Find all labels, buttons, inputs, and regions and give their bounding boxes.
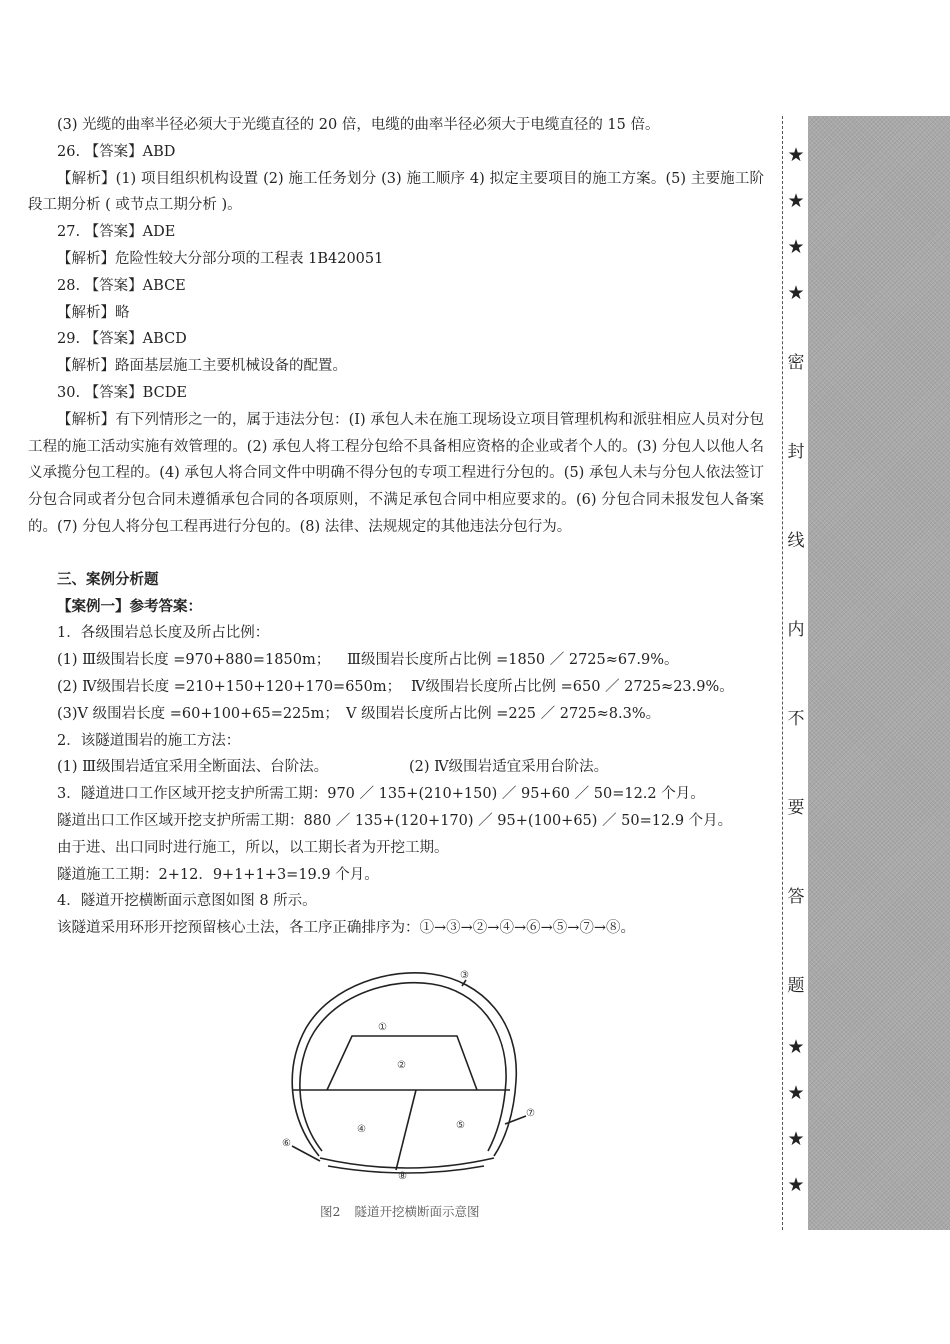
figure-label: ② (397, 1060, 406, 1071)
star-icon: ★ (787, 1082, 805, 1104)
middle-divider (396, 1090, 416, 1170)
result-ratio: Ⅲ级围岩长度所占比例 =1850 ／ 2725≈67.9%。 (347, 652, 679, 669)
method-item: (2) Ⅳ级围岩适宜采用台阶法。 (409, 759, 609, 776)
case-title: 【案例一】参考答案： (57, 598, 202, 615)
result-ratio: Ⅳ级围岩长度所占比例 =650 ／ 2725≈23.9%。 (411, 678, 734, 695)
method-item: (1) Ⅲ级围岩适宜采用全断面法、台阶法。 (57, 759, 329, 776)
figure-label: ⑥ (282, 1138, 291, 1149)
star-icon: ★ (787, 282, 805, 304)
answer-line: 30. 【答案】BCDE (57, 384, 187, 401)
answer-line: 隧道施工工期：2+12．9+1+1+3=19.9 个月。 (57, 866, 379, 883)
star-icon: ★ (787, 1174, 805, 1196)
answer-line: 【解析】略 (57, 304, 130, 321)
star-icon: ★ (787, 190, 805, 212)
analysis-paragraph: 【解析】(1) 项目组织机构设置 (2) 施工任务划分 (3) 施工顺序 4) 拟定主要项目的施工方案。(5) 主要施工阶段工期分析 ( 或节点工期分析 )。 (28, 170, 764, 214)
method-row (28, 754, 764, 781)
figure-title: 隧道开挖横断面示意图 (354, 1204, 480, 1219)
answer-line: (3) 光缆的曲率半径必须大于光缆直径的 20 倍，电缆的曲率半径必须大于电缆直径的 15 倍。 (57, 117, 660, 133)
question-line: 3．隧道进口工作区域开挖支护所需工期：970 ／ 135+(210+150) ／ 95+60 ／ 50=12.2 个月。 (57, 786, 705, 803)
figure-label: ⑦ (526, 1108, 535, 1119)
seal-char: 不 (787, 709, 805, 729)
question-line: 1．各级围岩总长度及所占比例： (57, 625, 270, 642)
star-icon: ★ (787, 236, 805, 258)
figure-label: ③ (460, 970, 469, 981)
leader-line (292, 1146, 320, 1161)
question-line: 2．该隧道围岩的施工方法： (57, 732, 241, 749)
binding-margin-band (808, 116, 950, 1230)
answer-content (28, 112, 764, 942)
answer-line: 【解析】危险性较大分部分项的工程表 1B420051 (57, 250, 384, 267)
seal-char: 答 (787, 887, 805, 907)
answer-line: 【解析】路面基层施工主要机械设备的配置。 (57, 358, 347, 375)
answer-line: 28. 【答案】ABCE (57, 277, 186, 294)
leader-line (505, 1116, 526, 1124)
answer-line: 由于进、出口同时进行施工，所以，以工期长者为开挖工期。 (57, 839, 449, 856)
result-length: (2) Ⅳ级围岩长度 =210+150+120+170=650m； (57, 678, 402, 695)
result-length: (3)Ⅴ 级围岩长度 =60+100+65=225m； (57, 705, 339, 722)
seal-dashed-line (782, 116, 783, 1230)
analysis-paragraph: 【解析】有下列情形之一的，属于违法分包：(I) 承包人未在施工现场设立项目管理机构和派驻相应人员对分包工程的施工活动实施有效管理的。(2) 承包人将工程分包给不具备相应资格的企业或者个人的。(3) 分包人以他人名义承揽分包工程的。(4) 承包人将合同文件中明确不得分包的专项工程进行分包的。(5) 承包人未与分包人依法签订分包合同或者分包合同未遵循承包合同的各项原则，不满足承包合同中相应要求的。(6) 分包合同未报发包人备案的。(7) 分包人将分包工程再进行分包的。(8) 法律、法规规定的其他违法分包行为。 (28, 411, 764, 535)
answer-line: 隧道出口工作区域开挖支护所需工期：880 ／ 135+(120+170) ／ 95+(100+65) ／ 50=12.9 个月。 (57, 812, 733, 829)
answer-line: 29. 【答案】ABCD (57, 331, 187, 348)
seal-char: 封 (787, 442, 805, 462)
result-row (28, 701, 764, 728)
question-line: 4．隧道开挖横断面示意图如图 8 所示。 (57, 893, 317, 910)
seal-char: 题 (787, 976, 805, 996)
result-row (28, 647, 764, 674)
star-icon: ★ (787, 1036, 805, 1058)
figure-caption (320, 1202, 479, 1220)
figure-label: ⑧ (398, 1171, 407, 1182)
invert-arc (320, 1158, 494, 1168)
answer-line: 27. 【答案】ADE (57, 224, 176, 241)
answer-line: 26. 【答案】ABD (57, 143, 176, 160)
figure-label: ④ (357, 1124, 366, 1135)
seal-char: 线 (787, 531, 805, 551)
answer-line: 该隧道采用环形开挖预留核心土法，各工序正确排序为：①→③→②→④→⑥→⑤→⑦→⑧。 (57, 920, 636, 937)
result-ratio: Ⅴ 级围岩长度所占比例 =225 ／ 2725≈8.3%。 (346, 705, 661, 722)
star-icon: ★ (787, 1128, 805, 1150)
figure-number: 图2 (320, 1204, 341, 1219)
seal-line-text (784, 116, 808, 1230)
seal-char: 要 (787, 798, 805, 818)
figure-label: ① (378, 1022, 387, 1033)
figure-label: ⑤ (456, 1120, 465, 1131)
result-row (28, 674, 764, 701)
result-length: (1) Ⅲ级围岩长度 =970+880=1850m； (57, 652, 331, 669)
tunnel-cross-section-diagram (282, 966, 542, 1186)
star-icon: ★ (787, 144, 805, 166)
seal-char: 内 (787, 620, 805, 640)
section-title: 三、案例分析题 (57, 571, 159, 588)
seal-char: 密 (787, 353, 805, 373)
